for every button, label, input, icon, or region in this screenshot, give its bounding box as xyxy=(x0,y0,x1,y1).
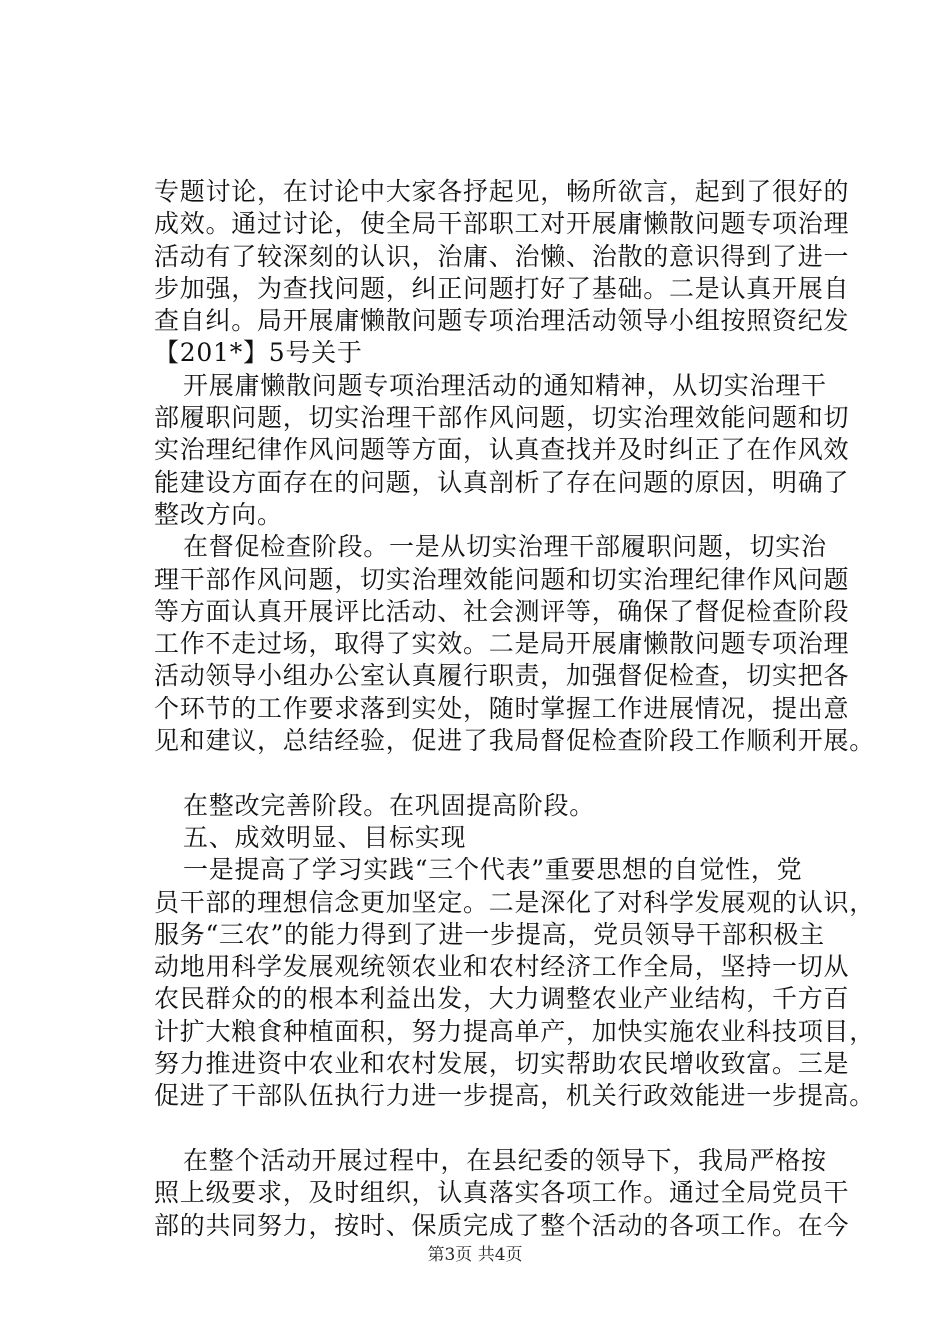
text-line: 等方面认真开展评比活动、社会测评等，确保了督促检查阶段 xyxy=(154,596,850,626)
text-line: 专题讨论，在讨论中大家各抒起见，畅所欲言，起到了很好的 xyxy=(154,177,850,206)
text-line: 查自纠。局开展庸懒散问题专项治理活动领导小组按照资纪发 xyxy=(154,306,850,336)
text-line: 整改方向。 xyxy=(154,499,283,529)
text-line: 活动有了较深刻的认识，治庸、治懒、治散的意识得到了进一 xyxy=(154,241,850,271)
text-line: 促进了干部队伍执行力进一步提高，机关行政效能进一步提高。 xyxy=(154,1081,876,1111)
section-heading: 五、成效明显、目标实现 xyxy=(183,822,467,852)
text-line: 计扩大粮食种植面积，努力提高单产，加快实施农业科技项目， xyxy=(154,1016,876,1046)
text-line: 活动领导小组办公室认真履行职责，加强督促检查，切实把各 xyxy=(154,661,850,691)
paragraph-gap xyxy=(154,757,834,789)
text-line: 一是提高了学习实践“三个代表”重要思想的自觉性，党 xyxy=(183,855,803,885)
text-line: 员干部的理想信念更加坚定。二是深化了对科学发展观的认识， xyxy=(154,887,876,917)
text-line: 部的共同努力，按时、保质完成了整个活动的各项工作。在今 xyxy=(154,1210,850,1240)
text-line: 工作不走过场，取得了实效。二是局开展庸懒散问题专项治理 xyxy=(154,629,850,659)
text-line: 能建设方面存在的问题，认真剖析了存在问题的原因，明确了 xyxy=(154,467,850,497)
text-line: 实治理纪律作风问题等方面，认真查找并及时纠正了在作风效 xyxy=(154,435,850,465)
text-line: 部履职问题，切实治理干部作风问题，切实治理效能问题和切 xyxy=(154,403,850,433)
text-line: 照上级要求，及时组织，认真落实各项工作。通过全局党员干 xyxy=(154,1178,850,1208)
text-line: 个环节的工作要求落到实处，随时掌握工作进展情况，提出意 xyxy=(154,693,850,723)
text-line: 步加强，为查找问题，纠正问题打好了基础。二是认真开展自 xyxy=(154,273,850,303)
paragraph-gap xyxy=(154,1113,834,1145)
text-line: 【201*】5号关于 xyxy=(154,338,363,368)
text-line: 理干部作风问题，切实治理效能问题和切实治理纪律作风问题 xyxy=(154,564,850,594)
text-line: 动地用科学发展观统领农业和农村经济工作全局，坚持一切从 xyxy=(154,952,850,982)
text-line: 开展庸懒散问题专项治理活动的通知精神，从切实治理干 xyxy=(183,370,827,400)
text-line: 在整个活动开展过程中，在县纪委的领导下，我局严格按 xyxy=(183,1145,827,1175)
text-line: 农民群众的的根本利益出发，大力调整农业产业结构，千方百 xyxy=(154,984,850,1014)
text-line: 见和建议，总结经验，促进了我局督促检查阶段工作顺利开展。 xyxy=(154,726,876,756)
text-line: 在整改完善阶段。在巩固提高阶段。 xyxy=(183,790,596,820)
page-number-footer: 第3页 共4页 xyxy=(427,1245,523,1265)
text-line: 成效。通过讨论，使全局干部职工对开展庸懒散问题专项治理 xyxy=(154,209,850,239)
text-line: 努力推进资中农业和农村发展，切实帮助农民增收致富。三是 xyxy=(154,1049,850,1079)
document-body xyxy=(154,176,876,1242)
text-line: 在督促检查阶段。一是从切实治理干部履职问题，切实治 xyxy=(183,532,827,562)
text-line: 服务“三农”的能力得到了进一步提高，党员领导干部积极主 xyxy=(154,919,825,949)
